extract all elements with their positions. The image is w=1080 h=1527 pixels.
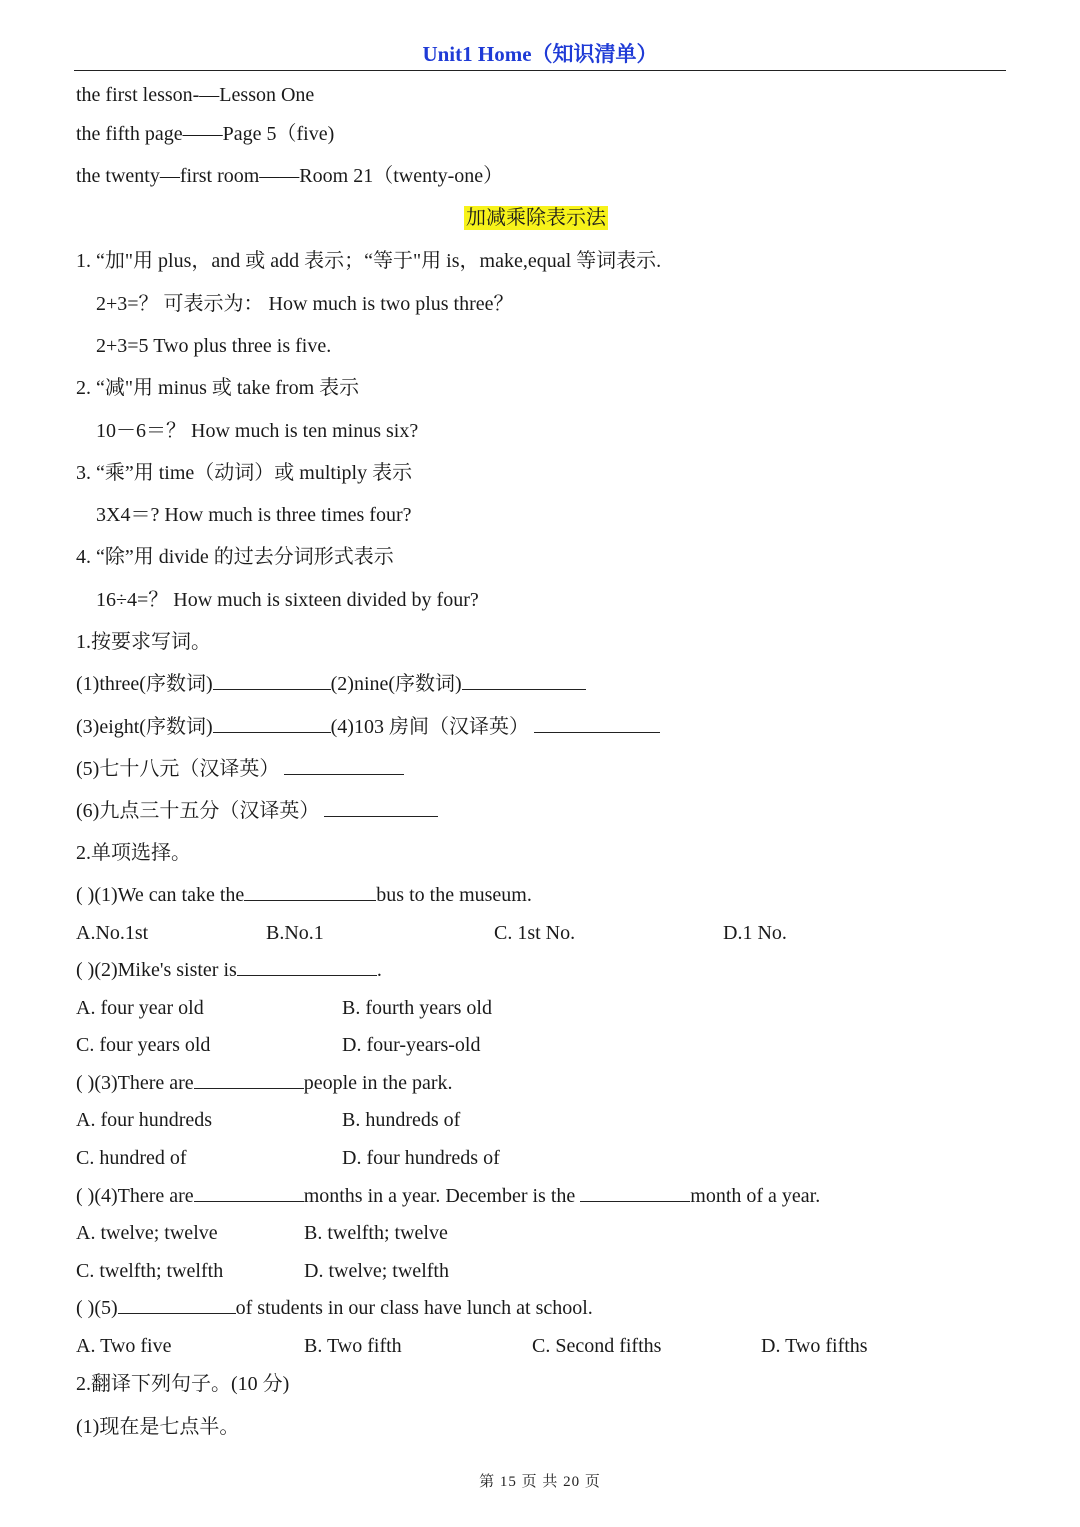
header-divider — [74, 70, 1006, 71]
answer-blank[interactable] — [462, 671, 586, 690]
option-b[interactable]: B. twelfth; twelve — [304, 1222, 448, 1244]
question-3: ( )(3)There are people in the park. — [76, 1072, 453, 1094]
answer-blank[interactable] — [118, 1295, 236, 1314]
rule-times: 3. “乘”用 time（动词）或 multiply 表示 — [76, 462, 413, 484]
answer-blank[interactable] — [194, 1070, 304, 1089]
exercise-1-row-3: (5)七十八元（汉译英） — [76, 756, 404, 782]
answer-blank[interactable] — [213, 714, 331, 733]
ordinal-example-3: the twenty—first room——Room 21（twenty-one） — [76, 165, 504, 187]
option-b[interactable]: B. Two fifth — [304, 1335, 402, 1357]
rule-minus: 2. “减"用 minus 或 take from 表示 — [76, 377, 360, 399]
exercise-2-title: 2.单项选择。 — [76, 842, 191, 864]
question-5: ( )(5) of students in our class have lunch at school. — [76, 1297, 593, 1319]
exercise-1-row-1: (1)three(序数词) (2)nine(序数词) — [76, 671, 586, 697]
option-a[interactable]: A.No.1st — [76, 922, 149, 944]
rule-plus-example-2: 2+3=5 Two plus three is five. — [96, 335, 332, 357]
ordinal-example-2: the fifth page——Page 5（five) — [76, 123, 335, 145]
answer-blank[interactable] — [237, 957, 377, 976]
section-heading: 加减乘除表示法 — [466, 207, 606, 229]
answer-blank[interactable] — [194, 1183, 304, 1202]
option-c[interactable]: C. 1st No. — [494, 922, 576, 944]
option-c[interactable]: C. hundred of — [76, 1147, 187, 1169]
option-c[interactable]: C. four years old — [76, 1034, 211, 1056]
option-d[interactable]: D. four-years-old — [342, 1034, 481, 1056]
ordinal-example-1: the first lesson-—Lesson One — [76, 84, 315, 106]
answer-blank[interactable] — [580, 1183, 690, 1202]
option-d[interactable]: D.1 No. — [723, 922, 787, 944]
answer-blank[interactable] — [534, 714, 660, 733]
question-4: ( )(4)There are months in a year. December is the month of a year. — [76, 1185, 821, 1207]
option-d[interactable]: D. four hundreds of — [342, 1147, 500, 1169]
option-a[interactable]: A. four hundreds — [76, 1109, 213, 1131]
option-d[interactable]: D. Two fifths — [761, 1335, 868, 1357]
rule-minus-example: 10－6＝？ How much is ten minus six? — [96, 420, 419, 442]
answer-blank[interactable] — [284, 756, 404, 775]
exercise-1-title: 1.按要求写词。 — [76, 631, 211, 653]
exercise-3-title: 2.翻译下列句子。(10 分) — [76, 1373, 290, 1395]
rule-plus-example-1: 2+3=？ 可表示为： How much is two plus three？ — [96, 293, 514, 315]
page-header-title: Unit1 Home（知识清单） — [422, 42, 658, 66]
option-a[interactable]: A. four year old — [76, 997, 204, 1019]
rule-times-example: 3X4＝? How much is three times four? — [96, 504, 412, 526]
rule-plus: 1. “加"用 plus，and 或 add 表示；“等于"用 is，make,equal 等词表示. — [76, 250, 662, 272]
answer-blank[interactable] — [324, 798, 438, 817]
option-a[interactable]: A. Two five — [76, 1335, 172, 1357]
rule-divide-example: 16÷4=？ How much is sixteen divided by four? — [96, 589, 479, 611]
question-2: ( )(2)Mike's sister is . — [76, 959, 382, 981]
page-number: 第 15 页 共 20 页 — [479, 1474, 601, 1490]
option-b[interactable]: B.No.1 — [266, 922, 324, 944]
question-1: ( )(1)We can take the bus to the museum. — [76, 884, 532, 906]
option-d[interactable]: D. twelve; twelfth — [304, 1260, 449, 1282]
option-b[interactable]: B. hundreds of — [342, 1109, 461, 1131]
option-a[interactable]: A. twelve; twelve — [76, 1222, 218, 1244]
rule-divide: 4. “除”用 divide 的过去分词形式表示 — [76, 546, 394, 568]
answer-blank[interactable] — [244, 882, 376, 901]
answer-blank[interactable] — [213, 671, 331, 690]
exercise-1-row-4: (6)九点三十五分（汉译英） — [76, 798, 438, 824]
option-c[interactable]: C. twelfth; twelfth — [76, 1260, 224, 1282]
option-b[interactable]: B. fourth years old — [342, 997, 492, 1019]
translation-question-1: (1)现在是七点半。 — [76, 1416, 240, 1438]
option-c[interactable]: C. Second fifths — [532, 1335, 662, 1357]
exercise-1-row-2: (3)eight(序数词) (4)103 房间（汉译英） — [76, 714, 660, 740]
